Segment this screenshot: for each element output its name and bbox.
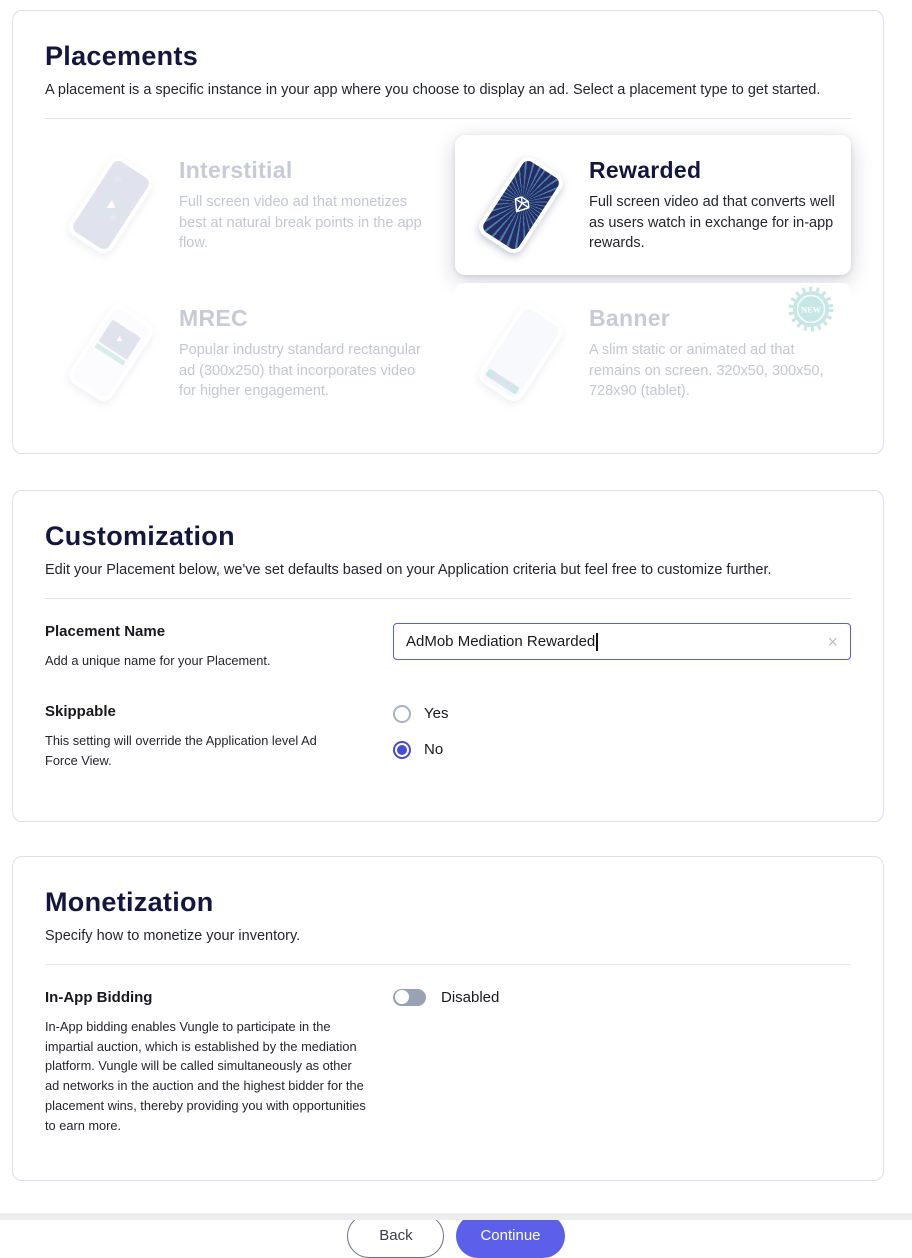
placement-type-description: Popular industry standard rectangular ad (300x250) that incorporates video for higher engagement. [179,342,421,400]
in-app-bidding-row [45,965,851,1154]
back-button[interactable]: Back [347,1214,444,1258]
in-app-bidding-state: Disabled [441,988,500,1006]
placement-type-title: Banner [589,305,671,331]
skippable-option-yes[interactable]: Yes [393,705,448,723]
skippable-options [393,703,448,777]
page-bottom-strip [0,1213,912,1220]
radio-unselected-icon[interactable] [393,705,411,723]
footer-actions [0,1214,912,1258]
placement-name-value: AdMob Mediation Rewarded [406,633,596,650]
monetization-title: Monetization [45,886,214,917]
mrec-phone-icon [59,301,163,405]
skippable-help: This setting will override the Application level Ad Force View. [45,732,317,768]
placements-subtitle: A placement is a specific instance in your app where you choose to display an ad. Select a placement type to get started. [45,82,821,98]
banner-phone-icon [469,301,573,405]
placements-title: Placements [45,41,199,71]
placements-card [12,10,884,454]
in-app-bidding-help: In-App bidding enables Vungle to participate in the impartial auction, which is established by the mediation platform. Vungle will be called simultaneously as other ad networks in the auction and the highest bidder for the placement wins, thereby providing you with opportunities to earn more. [45,1018,366,1133]
toggle-knob [395,990,409,1004]
placement-type-banner[interactable] [455,283,851,423]
play-icon [96,190,126,220]
placement-type-title: Rewarded [589,157,702,183]
monetization-card [12,856,884,1181]
in-app-bidding-label: In-App Bidding [45,988,153,1006]
skippable-option-no[interactable]: No [393,741,448,759]
rewarded-phone-icon [469,153,573,257]
continue-button[interactable]: Continue [456,1214,564,1258]
placement-type-rewarded[interactable] [455,135,851,275]
placement-type-description: Full screen video ad that converts well as users watch in exchange for in-app rewards. [589,194,835,252]
text-caret [596,633,598,651]
skippable-row [45,689,851,795]
customization-title: Customization [45,521,235,551]
placement-type-interstitial[interactable] [45,135,441,275]
monetization-subtitle: Specify how to monetize your inventory. [45,927,301,944]
skippable-label: Skippable [45,702,116,720]
placement-type-grid [45,119,851,427]
radio-selected-icon[interactable] [393,741,411,759]
interstitial-phone-icon [59,153,163,257]
placement-type-description: A slim static or animated ad that remains on screen. 320x50, 300x50, 728x90 (tablet). [589,342,824,400]
placement-type-description: Full screen video ad that monetizes best at natural break points in the app flow. [179,194,422,252]
placement-type-mrec[interactable] [45,283,441,423]
placement-name-input[interactable] [393,623,851,660]
customization-subtitle: Edit your Placement below, we've set defaults based on your Application criteria but feel free to customize further. [45,562,772,578]
in-app-bidding-toggle[interactable] [393,989,426,1006]
placement-name-row [45,599,851,689]
placement-type-title: MREC [179,305,248,331]
clear-icon[interactable]: × [827,631,838,652]
gem-icon [504,188,537,221]
play-icon [110,330,129,349]
placement-name-help: Add a unique name for your Placement. [45,653,271,668]
new-badge [787,285,835,333]
placement-type-title: Interstitial [179,157,293,183]
svg-text:NEW: NEW [800,304,822,315]
customization-card [12,490,884,822]
placement-name-label: Placement Name [45,623,166,640]
